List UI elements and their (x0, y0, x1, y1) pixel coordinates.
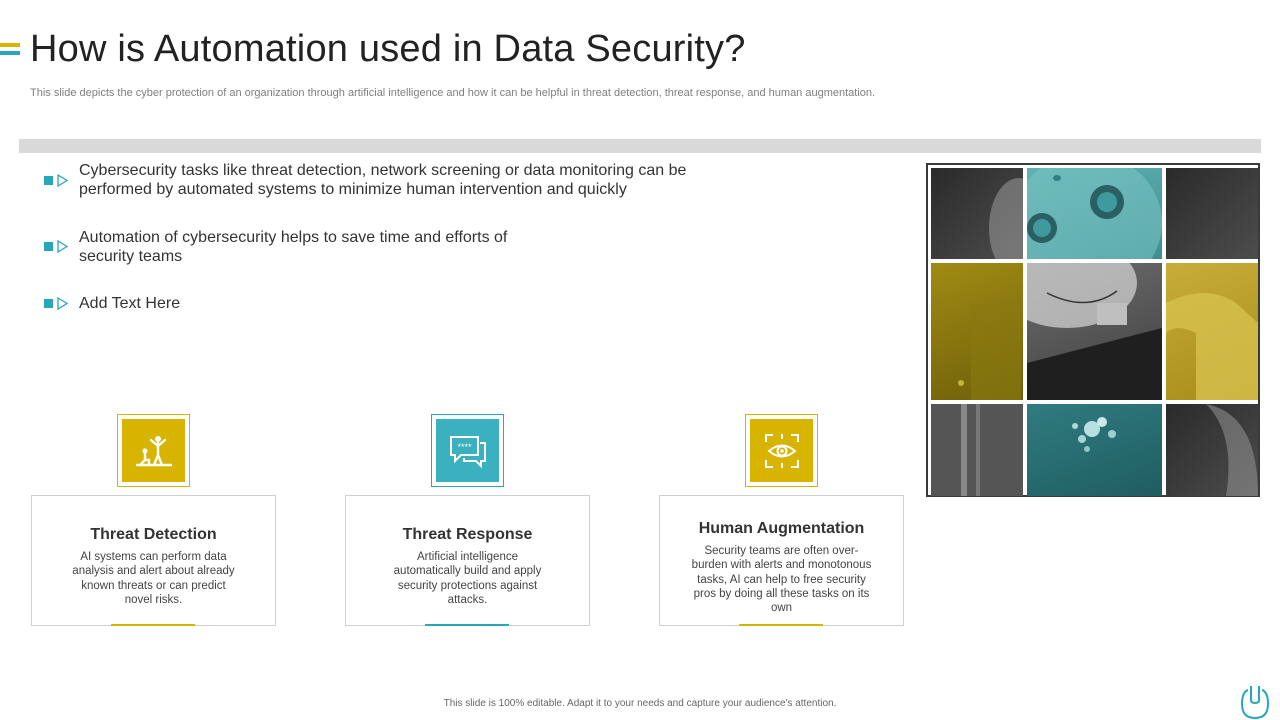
robot-photo-mosaic[interactable] (926, 163, 1260, 497)
card-accent-line (425, 624, 509, 626)
card-body: Artificial intelligence automatically build and apply security protections against attacks. (393, 551, 542, 606)
photo-tile (931, 263, 1023, 400)
accent-bar-teal (0, 51, 20, 55)
svg-text:****: **** (456, 441, 472, 452)
bullet-marker-icon (42, 161, 79, 199)
chat-password-icon (448, 431, 488, 471)
card-human-augmentation[interactable] (659, 495, 904, 626)
card-accent-line (739, 624, 823, 626)
card-title: Human Augmentation (698, 520, 865, 537)
bullet-item[interactable] (42, 294, 702, 332)
card-title: Threat Detection (90, 526, 217, 543)
eye-scan-icon (762, 431, 802, 471)
photo-tile (1166, 404, 1258, 496)
bullet-text: Cybersecurity tasks like threat detection, network screening or data monitoring can be performed by automated systems to minimize human intervention and quickly (79, 162, 687, 198)
card-threat-detection[interactable] (31, 495, 276, 626)
photo-tile (1166, 168, 1258, 259)
card-accent-line (111, 624, 195, 626)
title-accent-bars (0, 43, 20, 55)
card-title: Threat Response (402, 526, 533, 543)
bullet-text: Add Text Here (79, 295, 181, 312)
card-body: AI systems can perform data analysis and alert about already known threats or can predict novel risks. (72, 551, 235, 606)
bullet-item[interactable] (42, 161, 702, 199)
threat-detection-icon-box (117, 414, 190, 487)
people-alert-icon (134, 431, 174, 471)
bullet-text: Automation of cybersecurity helps to save time and efforts of security teams (79, 229, 508, 265)
photo-grid (931, 168, 1255, 492)
slide-subtitle[interactable]: This slide depicts the cyber protection of an organization through artificial intelligence and how it can be helpful in threat detection, threat response, and human augmentation. (30, 87, 876, 99)
photo-tile (1166, 263, 1258, 400)
photo-tile (931, 404, 1023, 496)
threat-response-icon-box (431, 414, 504, 487)
footer-note[interactable]: This slide is 100% editable. Adapt it to your needs and capture your audience's attention. (443, 698, 837, 709)
bullet-marker-icon (42, 228, 79, 266)
slide-title[interactable]: How is Automation used in Data Security? (30, 28, 746, 70)
bullet-marker-icon (42, 294, 79, 332)
card-body: Security teams are often over-burden with alerts and monotonous tasks, AI can help to free security pros by doing all these tasks on its own (691, 545, 872, 615)
human-augmentation-icon-box (745, 414, 818, 487)
card-threat-response[interactable] (345, 495, 590, 626)
photo-tile (1027, 168, 1162, 259)
divider-band (19, 139, 1261, 153)
photo-tile (1027, 263, 1162, 400)
bullet-item[interactable] (42, 228, 522, 266)
photo-tile (1027, 404, 1162, 496)
photo-tile (931, 168, 1023, 259)
mouse-icon (1239, 680, 1271, 720)
accent-bar-yellow (0, 43, 20, 47)
